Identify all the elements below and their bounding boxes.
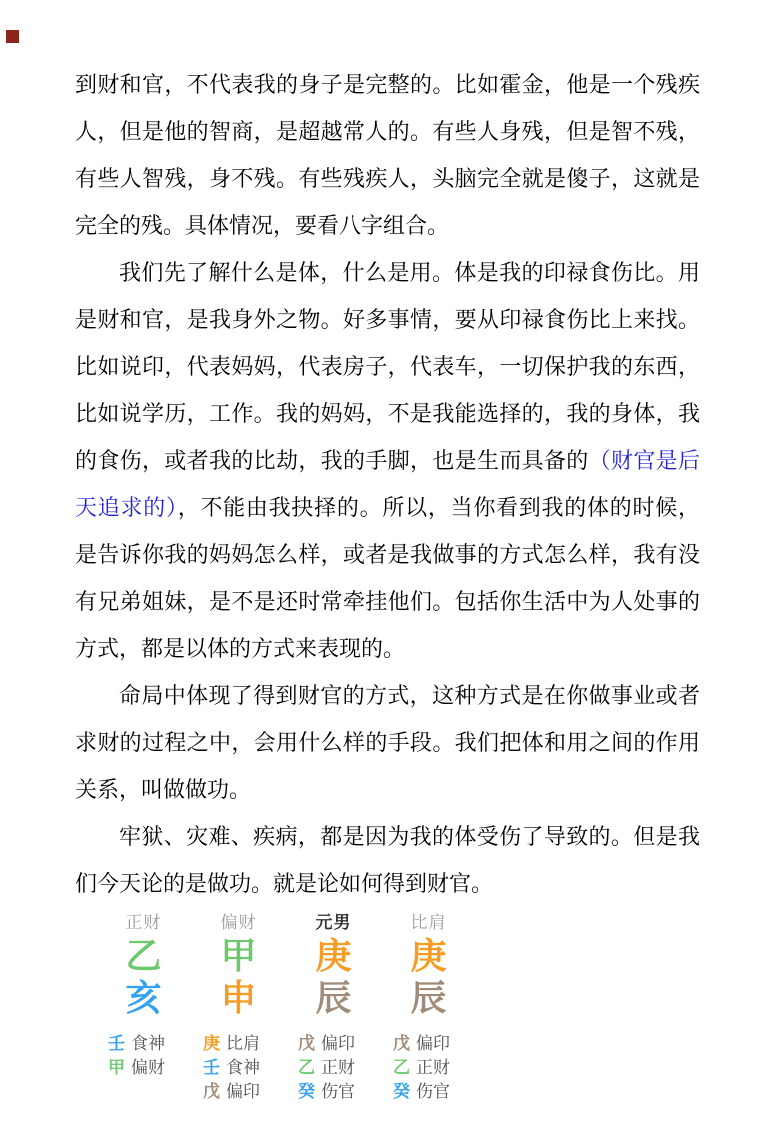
hidden-stem-char: 壬 — [203, 1058, 220, 1078]
bazi-pillar-month — [191, 910, 286, 1104]
paragraph-text: 到财和官，不代表我的身子是完整的。比如霍金，他是一个残疾人，但是他的智商，是超越常人的。有些人身残，但是智不残，有些人智残，身不残。有些残疾人，头脑完全就是傻子，这就是完全的残。具体情况，要看八字组合。 — [75, 73, 700, 239]
bazi-chart — [0, 910, 775, 1104]
paragraph — [75, 250, 700, 673]
branch-char: 亥 — [125, 978, 162, 1019]
ten-god-label: 正财 — [125, 913, 162, 933]
hidden-god-label: 食神 — [131, 1034, 165, 1054]
hidden-god-label: 偏印 — [226, 1082, 260, 1102]
hidden-god-label: 正财 — [416, 1058, 450, 1078]
hidden-god-label: 正财 — [321, 1058, 355, 1078]
hidden-stem-char: 戊 — [393, 1034, 410, 1054]
inline-link[interactable]: （财官是后天追求的） — [75, 449, 700, 521]
hidden-stem-row — [203, 1032, 286, 1056]
branch-char: 辰 — [315, 978, 352, 1019]
day-master-label: 元男 — [315, 913, 352, 933]
hidden-god-label: 偏印 — [321, 1034, 355, 1054]
hidden-stem-char: 乙 — [393, 1058, 410, 1078]
branch-char: 辰 — [410, 978, 447, 1019]
hidden-stems — [96, 1032, 191, 1080]
hidden-stem-row — [393, 1032, 476, 1056]
hidden-stems — [286, 1032, 381, 1104]
hidden-god-label: 伤官 — [321, 1082, 355, 1102]
hidden-stem-row — [108, 1032, 191, 1056]
hidden-stem-char: 甲 — [108, 1058, 125, 1078]
paragraph — [75, 62, 700, 250]
hidden-stem-char: 癸 — [298, 1082, 315, 1102]
hidden-stem-row — [298, 1056, 381, 1080]
hidden-stem-row — [393, 1080, 476, 1104]
stem-char: 甲 — [220, 936, 257, 977]
paragraph-text: 命局中体现了得到财官的方式，这种方式是在你做事业或者求财的过程之中，会用什么样的手段。我们把体和用之间的作用关系，叫做做功。 — [75, 684, 700, 803]
bazi-pillar-day — [286, 910, 381, 1104]
hidden-stem-char: 戊 — [203, 1082, 220, 1102]
paragraph-text: ，不能由我抉择的。所以，当你看到我的体的时候，是告诉你我的妈妈怎么样，或者是我做事的方式怎么样，我有没有兄弟姐妹，是不是还时常牵挂他们。包括你生活中为人处事的方式，都是以体的方式来表现的。 — [75, 496, 700, 662]
hidden-stem-row — [108, 1056, 191, 1080]
stem-char: 乙 — [125, 936, 162, 977]
hidden-stem-row — [298, 1080, 381, 1104]
hidden-stem-char: 庚 — [203, 1034, 220, 1054]
paragraph — [75, 673, 700, 814]
hidden-stems — [191, 1032, 286, 1104]
hidden-god-label: 伤官 — [416, 1082, 450, 1102]
branch-char: 申 — [220, 978, 257, 1019]
hidden-stem-char: 癸 — [393, 1082, 410, 1102]
hidden-god-label: 偏印 — [416, 1034, 450, 1054]
ten-god-label: 偏财 — [220, 913, 257, 933]
hidden-stem-char: 壬 — [108, 1034, 125, 1054]
hidden-stem-row — [298, 1032, 381, 1056]
hidden-god-label: 比肩 — [226, 1034, 260, 1054]
hidden-stem-row — [203, 1056, 286, 1080]
hidden-stem-row — [393, 1056, 476, 1080]
paragraph — [75, 814, 700, 908]
hidden-stem-char: 戊 — [298, 1034, 315, 1054]
bazi-pillar-year — [96, 910, 191, 1104]
ten-god-label: 比肩 — [410, 913, 447, 933]
paragraph-text: 牢狱、灾难、疾病，都是因为我的体受伤了导致的。但是我们今天论的是做功。就是论如何得到财官。 — [75, 825, 700, 897]
hidden-god-label: 偏财 — [131, 1058, 165, 1078]
paragraph-text: 我们先了解什么是体，什么是用。体是我的印禄食伤比。用是财和官，是我身外之物。好多事情，要从印禄食伤比上来找。比如说印，代表妈妈，代表房子，代表车，一切保护我的东西，比如说学历，工作。我的妈妈，不是我能选择的，我的身体，我的食伤，或者我的比劫，我的手脚，也是生而具备的 — [75, 261, 700, 474]
hidden-god-label: 食神 — [226, 1058, 260, 1078]
hidden-stem-row — [203, 1080, 286, 1104]
stem-char: 庚 — [410, 936, 447, 977]
hidden-stem-char: 乙 — [298, 1058, 315, 1078]
hidden-stems — [381, 1032, 476, 1104]
bazi-pillar-hour — [381, 910, 476, 1104]
red-mark — [6, 30, 19, 43]
stem-char: 庚 — [315, 936, 352, 977]
